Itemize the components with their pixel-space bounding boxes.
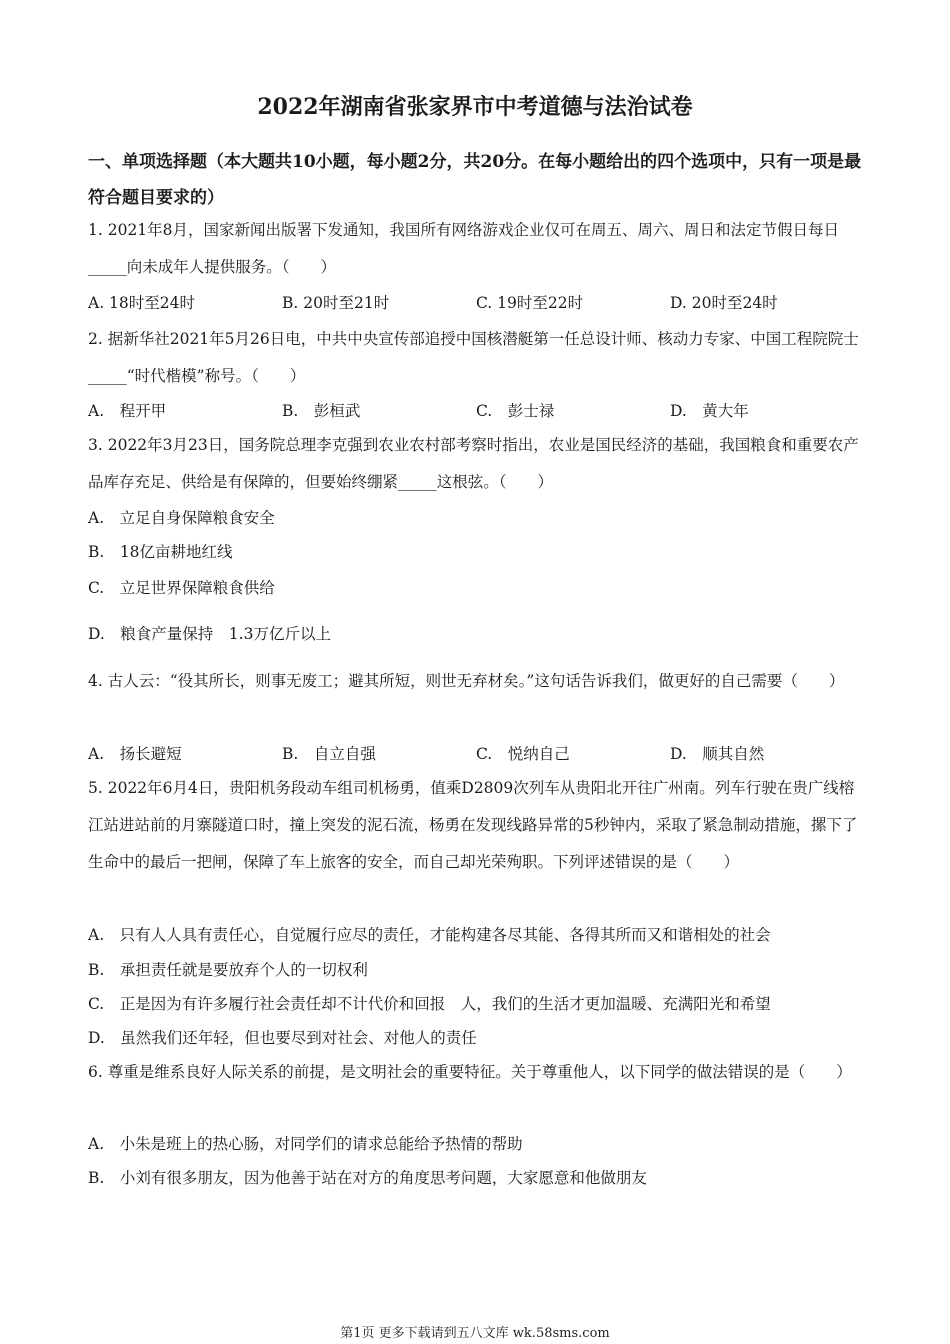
- question-3-option-b: B. 18亿亩耕地红线: [88, 543, 233, 561]
- question-3-stem: 3. 2022年3月23日，国务院总理李克强到农业农村部考察时指出，农业是国民经济的基础，我国粮食和重要农产品库存充足、供给是有保障的，但要始终绷紧_____这根弦。（ ）: [88, 436, 859, 491]
- question-1-option-a: A. 18时至24时: [88, 294, 195, 312]
- question-5-option-a: A. 只有人人具有责任心，自觉履行应尽的责任，才能构建各尽其能、各得其所而又和谐相处的社会: [88, 926, 771, 944]
- question-1-option-b: B. 20时至21时: [282, 294, 390, 312]
- section-heading: 一、单项选择题（本大题共10小题，每小题2分，共20分。在每小题给出的四个选项中，只有一项是最符合题目要求的）: [88, 152, 862, 208]
- question-2-option-a: A. 程开甲: [88, 402, 167, 420]
- question-3-option-c: C. 立足世界保障粮食供给: [88, 579, 275, 597]
- page-footer: 第1页 更多下载请到五八文库 wk.58sms.com: [340, 1326, 610, 1341]
- question-4-option-c: C. 悦纳自己: [476, 745, 570, 763]
- question-1-option-d: D. 20时至24时: [670, 294, 778, 312]
- question-4-stem: 4. 古人云：“役其所长，则事无废工；避其所短，则世无弃材矣。”这句话告诉我们，做更好的自己需要（ ）: [88, 672, 845, 690]
- question-1-option-c: C. 19时至22时: [476, 294, 584, 312]
- question-3-option-a: A. 立足自身保障粮食安全: [88, 509, 275, 527]
- question-2-option-c: C. 彭士禄: [476, 402, 555, 420]
- question-6-option-a: A. 小朱是班上的热心肠，对同学们的请求总能给予热情的帮助: [88, 1135, 523, 1153]
- question-3-option-d: D. 粮食产量保持 1.3万亿斤以上: [88, 625, 331, 643]
- question-5-stem: 5. 2022年6月4日，贵阳机务段动车组司机杨勇，值乘D2809次列车从贵阳北开往广州南。列车行驶在贵广线榕江站进站前的月寨隧道口时，撞上突发的泥石流，杨勇在发现线路异常的5秒钟内，采取了紧急制动措施，摞下了生命中的最后一把闸，保障了车上旅客的安全，而自己却光荣殉职。下列评述错误的是（ ）: [88, 779, 858, 871]
- question-6-option-b: B. 小刘有很多朋友，因为他善于站在对方的角度思考问题，大家愿意和他做朋友: [88, 1169, 647, 1187]
- question-5-option-d: D. 虽然我们还年轻，但也要尽到对社会、对他人的责任: [88, 1029, 477, 1047]
- question-1-stem: 1. 2021年8月，国家新闻出版署下发通知，我国所有网络游戏企业仅可在周五、周六、周日和法定节假日每日_____向未成年人提供服务。（ ）: [88, 221, 840, 276]
- question-4-option-d: D. 顺其自然: [670, 745, 765, 763]
- question-2-option-d: D. 黄大年: [670, 402, 749, 420]
- question-6-stem: 6. 尊重是维系良好人际关系的前提，是文明社会的重要特征。关于尊重他人，以下同学的做法错误的是（ ）: [88, 1063, 852, 1081]
- question-4-option-a: A. 扬长避短: [88, 745, 182, 763]
- question-5-option-b: B. 承担责任就是要放弃个人的一切权利: [88, 961, 368, 979]
- question-5-option-c: C. 正是因为有许多履行社会责任却不计代价和回报 人，我们的生活才更加温暖、充满阳光和希望: [88, 995, 771, 1013]
- question-4-option-b: B. 自立自强: [282, 745, 376, 763]
- question-2-stem: 2. 据新华社2021年5月26日电，中共中央宣传部追授中国核潜艇第一任总设计师、核动力专家、中国工程院院士_____“时代楷模”称号。（ ）: [88, 330, 859, 385]
- page-title: 2022年湖南省张家界市中考道德与法治试卷: [257, 94, 693, 120]
- question-2-option-b: B. 彭桓武: [282, 402, 361, 420]
